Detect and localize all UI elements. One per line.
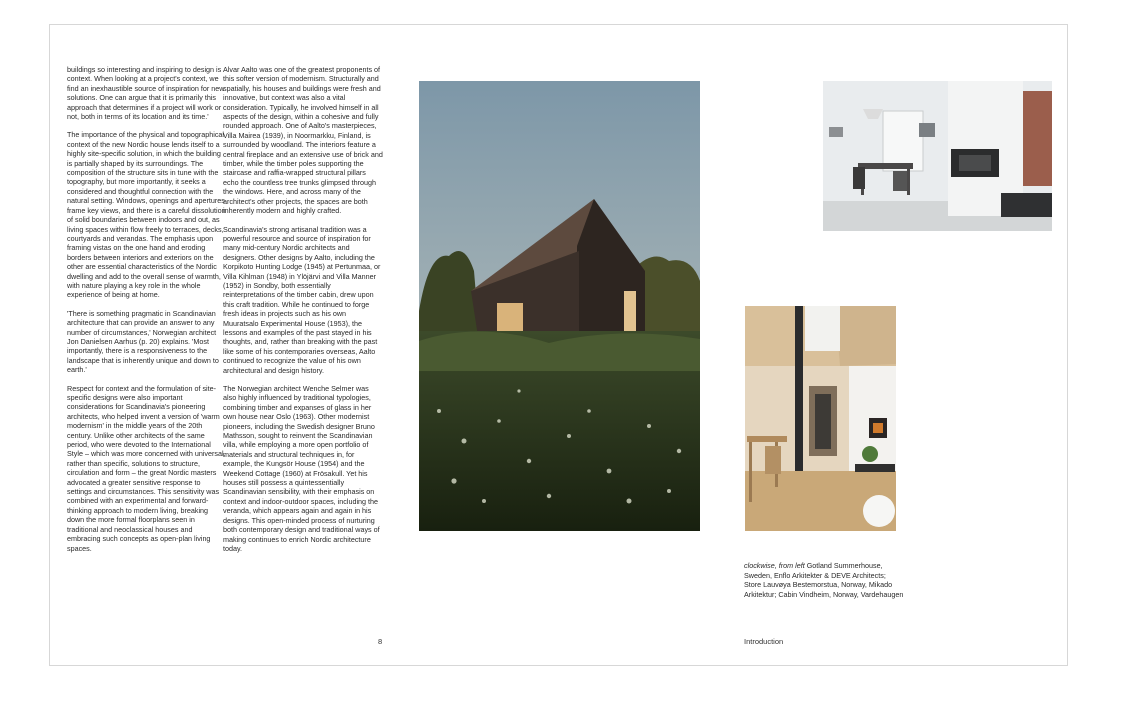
paragraph: The Norwegian architect Wenche Selmer was also highly influenced by traditional typologies, combining timber and expanses of glass in her own house near Oslo (1963). Other modernist pioneers, including the Swedish designer Bruno Mathsson, sought to reinvent the Scandinavian villa, while employing a more open portfolio of materials and structural techniques in, for example, the Kungsör House (1954) and the Weekend Cottage (1960) at Frösakull. Yet his houses still possess a quintessentially Scandinavian sensibility, with their emphasis on context and indoor-outdoor spaces, including the veranda, which appears again and again in his designs. This open-minded process of nurturing both contemporary design and traditional ways of making continues to enrich Nordic architecture today. [223, 384, 380, 553]
caption-lead: clockwise, from left [744, 561, 805, 570]
photo-wood-interior [745, 306, 896, 531]
book-spread [49, 24, 1068, 666]
text-column-right [223, 65, 383, 562]
text-column-left [67, 65, 227, 562]
paragraph: 'There is something pragmatic in Scandinavian architecture that can provide an answer to any number of circumstances,' Norwegian architect Jon Danielsen Aarhus (p. 20) explains. 'Most importantly, there is a responsiveness to the landscape that is inherently unique and down to earth.' [67, 308, 219, 375]
paragraph: The importance of the physical and topographical context of the new Nordic house lends itself to a highly site-specific solution, in which the building is partially shaped by its surroundings. The composition of the structure sits in tune with the topography, but more importantly, it seeks a considered and thoughtful connection with the natural setting. Windows, openings and apertures frame key views, and there is a careful dissolution of solid boundaries between indoors and out, as living spaces within flow freely to terraces, decks, courtyards and verandas. The emphasis upon framing vistas on the one hand and eroding borders between interiors and exteriors on the other are essential characteristics of the Nordic dwelling and add to the overall sense of warmth, with nature playing a key role in the whole experience of being at home. [67, 130, 226, 300]
running-head: Introduction [744, 637, 784, 646]
page-number: 8 [378, 637, 383, 646]
photo-cabin-meadow [419, 81, 700, 531]
paragraph: buildings so interesting and inspiring to design is context. When looking at a project's context, we find an inexhaustible source of inspiration for new solutions. One can argue that it is primarily this approach that determines if a project will work or not, both in terms of its location and its time.' [67, 65, 225, 122]
caption-text: Gotland Summerhouse, Sweden, Enflo Arkitekter & DEVE Architects; Store Lauvøya Bestemorstua, Norway, Mikado Arkitektur; Cabin Vindheim, Norway, Vardehaugen [744, 561, 904, 599]
paragraph: Scandinavia's strong artisanal tradition was a powerful resource and source of inspiration for many mid-century Nordic architects and designers. Other designs by Aalto, including the Korpikoto Hunting Lodge (1945) at Pertunmaa, or Villa Kihlman (1948) in Ylöjärvi and Villa Manner (1952) in Sondby, both essentially reinterpretations of the timber cabin, drew upon this craft tradition. While he continued to forge fresh ideas in projects such as his own Muuratsalo Experimental House (1953), the lessons and examples of the past stayed in his thoughts, and, rather than breaking with the past like some of his contemporaries overseas, Aalto continued to recognize the value of his own architectural and design history. [223, 224, 381, 375]
paragraph: Respect for context and the formulation of site-specific designs were also important considerations for Scandinavia's pioneering architects, who helped invent a version of 'warm modernism' in the middle years of the 20th century. Unlike other architects of the same period, who were devoted to the International Style – which was more concerned with universal, rather than specific, solutions to structure, circulation and form – the great Nordic masters advocated a greater sensitive response to settings and circumstances. This sensitivity was combined with an experimental and forward-thinking approach to modern living, breaking down the more formal floorplans seen in traditional and neoclassical houses and embracing such concepts as open-plan living spaces. [67, 383, 226, 553]
photo-caption [744, 561, 904, 599]
photo-white-interior [823, 81, 1052, 231]
paragraph: Alvar Aalto was one of the greatest proponents of this softer version of modernism. Structurally and spatially, his houses and buildings were fresh and innovative, but context was also a vital consideration. Typically, he involved himself in all aspects of the design, within a cohesive and fully rounded approach. One of Aalto's masterpieces, Villa Mairea (1939), in Noormarkku, Finland, is surrounded by woodland. The interiors feature a central fireplace and an extensive use of brick and timber, while the timber poles supporting the staircase and raffia-wrapped structural pillars echo the countless tree trunks glimpsed through the windows. Here, and across many of the architect's other projects, the spaces are both inherently modern and highly crafted. [223, 65, 383, 216]
